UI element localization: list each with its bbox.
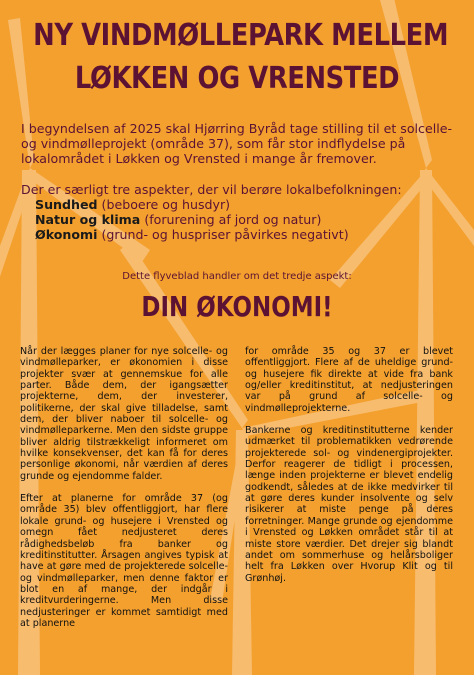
aspect-desc: (grund- og huspriser påvirkes negativt) (97, 227, 349, 242)
aspect-desc: (forurening af jord og natur) (140, 212, 322, 227)
aspect-item-economy (21, 227, 461, 242)
body-paragraph: Når der lægges planer for nye solcelle- og vindmølleparker, er økonomien i disse projekter svær at gennemskue for alle parter. Både dem, der igangsætter projekterne, dem, der investerer, politikerne, der skal give tilladelse, samt dem, der bliver naboer til solcelle- og vindmølleparkerne. Men den sidste gruppe bliver aldrig tilstrækkeligt informeret om hvilke konsekvenser, det kan få for deres personlige økonomi, når værdien af deres grunde og ejendomme falder. (20, 346, 228, 482)
aspect-desc: (beboere og husdyr) (97, 197, 231, 212)
intro-paragraph: I begyndelsen af 2025 skal Hjørring Byråd tage stilling til et solcelle- og vindmølleprojekt (område 37), som får stor indflydelse på lokalområdet i Løkken og Vrensted i mange år fremover. (21, 121, 452, 166)
headline-line-1: NY VINDMØLLEPARK MELLEM (33, 18, 449, 53)
text-column-right (245, 346, 453, 595)
body-paragraph: Bankerne og kreditinstitutterne kender udmærket til problematikken vedrørende projekterede sol- og vindenergiprojekter. Derfor reagerer de tidligt i processen, længe inden projekterne er blevet endelig godkendt, således at de ikke medvirker til at gøre deres kunder insolvente og selv risikerer at miste penge på deres forretninger. Mange grunde og ejendomme i Vrensted og Løkken området står til at miste store værdier. Det drejer sig blandt andet om sommerhuse og helårsboliger helt fra Løkken over Hvorup Klit og til Grønhøj. (245, 425, 453, 584)
aspect-term: Natur og klima (35, 212, 141, 227)
body-paragraph: Efter at planerne for område 37 (og område 35) blev offentliggjort, har flere lokale grund- og husejere i Vrensted og omegn fået nedjusteret deres rådighedsbeløb fra banker og kreditinstitutter. Årsagen angives typisk at have at gøre med de projekterede solcelle- og vindmølleparker, men denne faktor er blot en af mange, der indgår i kreditvurderingerne. Men disse nedjusteringer er kommet samtidigt med at planerne (20, 493, 228, 629)
aspects-list (21, 182, 461, 242)
headline-line-2: LØKKEN OG VRENSTED (74, 61, 400, 96)
aspect-term: Sundhed (35, 197, 98, 212)
flyer-note: Dette flyveblad handler om det tredje aspekt: (122, 271, 352, 282)
aspect-term: Økonomi (35, 227, 98, 242)
body-paragraph: for område 35 og 37 er blevet offentliggjort. Flere af de uheldige grund- og husejere fik direkte at vide fra bank og/eller kreditinstitut, at nedjusteringen var på grund af solcelle- og vindmølleprojekterne. (245, 346, 453, 414)
text-column-left (20, 346, 228, 640)
aspect-item-health (21, 197, 461, 212)
aspect-item-nature (21, 212, 461, 227)
aspects-lead: Der er særligt tre aspekter, der vil berøre lokalbefolkningen: (21, 182, 402, 197)
section-title: DIN ØKONOMI! (141, 290, 333, 323)
